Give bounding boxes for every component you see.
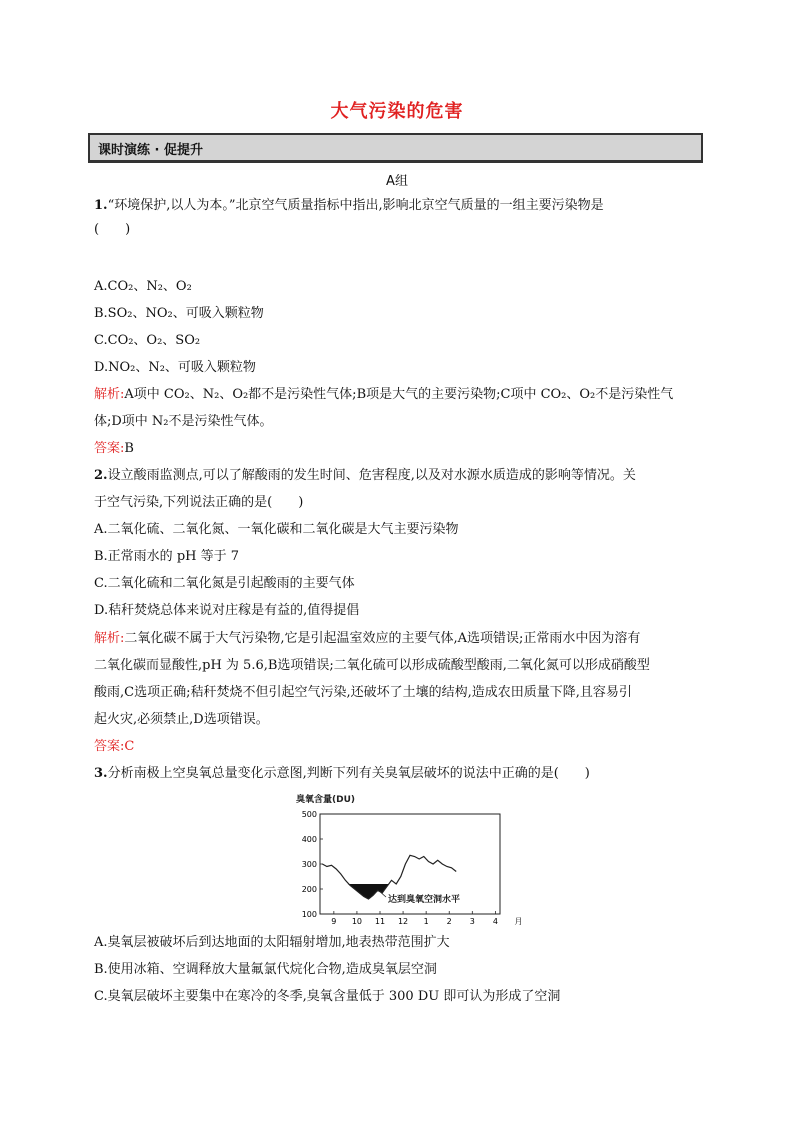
ozone-series-line: [322, 855, 456, 899]
y-tick-label: 300: [301, 860, 317, 869]
x-tick-label: 3: [469, 917, 475, 926]
q2-stem-2: 于空气污染,下列说法正确的是( ): [94, 495, 304, 510]
x-tick-label: 1: [423, 917, 429, 926]
group-label: A组: [386, 174, 408, 189]
q1-number: 1.: [94, 198, 108, 213]
q1-stem: [94, 197, 604, 215]
q1-answer-label: 答案:: [94, 441, 125, 456]
q1-option-b: B.SO₂、NO₂、可吸入颗粒物: [94, 306, 264, 321]
q1-stem-text: “环境保护,以人为本。”北京空气质量指标中指出,影响北京空气质量的一组主要污染物是: [107, 198, 604, 213]
q2-analysis-label: 解析:: [94, 631, 125, 646]
x-tick-label: 10: [351, 917, 363, 926]
q2-option-d: D.秸秆焚烧总体来说对庄稼是有益的,值得提倡: [94, 603, 360, 618]
q2-answer: [94, 738, 134, 756]
q1-analysis-text-1: A项中 CO₂、N₂、O₂都不是污染性气体;B项是大气的主要污染物;C项中 CO₂、O₂不是污染性气: [124, 387, 674, 402]
q1-answer-value: B: [124, 441, 134, 456]
y-tick-label: 400: [301, 835, 317, 844]
q2-answer-label: 答案:: [94, 739, 125, 754]
y-tick-label: 500: [301, 810, 317, 819]
y-tick-label: 200: [301, 885, 317, 894]
chart-xticks: [331, 911, 522, 926]
q2-option-a: A.二氧化硫、二氧化氮、一氧化碳和二氧化碳是大气主要污染物: [94, 522, 459, 537]
q1-option-c: C.CO₂、O₂、SO₂: [94, 333, 201, 348]
q3-number: 3.: [94, 766, 108, 781]
section-header: [88, 133, 703, 163]
q1-analysis-text-2: 体;D项中 N₂不是污染性气体。: [94, 414, 273, 429]
ozone-chart: [290, 792, 523, 927]
section-title: 课时演练 · 促提升: [98, 143, 203, 158]
chart-annotation: 达到臭氧空洞水平: [388, 895, 461, 905]
q2-option-c: C.二氧化硫和二氧化氮是引起酸雨的主要气体: [94, 576, 355, 591]
q2-analysis-text-4: 起火灾,必须禁止,D选项错误。: [94, 712, 269, 727]
q1-analysis: [94, 386, 673, 404]
q2-analysis-text-1: 二氧化碳不属于大气污染物,它是引起温室效应的主要气体,A选项错误;正常雨水中因为溶有: [124, 631, 641, 646]
q3-option-a: A.臭氧层被破坏后到达地面的太阳辐射增加,地表热带范围扩大: [94, 935, 450, 950]
q3-option-b: B.使用冰箱、空调释放大量氟氯代烷化合物,造成臭氧层空洞: [94, 962, 437, 977]
q1-paren: ( ): [94, 222, 131, 237]
q3-option-c: C.臭氧层破坏主要集中在寒冷的冬季,臭氧含量低于 300 DU 即可认为形成了空洞: [94, 989, 561, 1004]
q1-analysis-label: 解析:: [94, 387, 125, 402]
q2-analysis: [94, 630, 640, 648]
chart-ylabel: 臭氧含量(DU): [296, 795, 356, 805]
q1-answer: [94, 440, 134, 458]
x-tick-label: 11: [374, 917, 386, 926]
q2-option-b: B.正常雨水的 pH 等于 7: [94, 549, 240, 564]
x-tick-label: 9: [331, 917, 337, 926]
q2-analysis-text-2: 二氧化碳而显酸性,pH 为 5.6,B选项错误;二氧化硫可以形成硫酸型酸雨,二氧化氮可以形成硝酸型: [94, 658, 650, 673]
q2-analysis-text-3: 酸雨,C选项正确;秸秆焚烧不但引起空气污染,还破坏了土壤的结构,造成农田质量下降,且容易引: [94, 685, 632, 700]
x-tick-label: 4: [492, 917, 498, 926]
q2-number: 2.: [94, 468, 108, 483]
q3-stem-text: 分析南极上空臭氧总量变化示意图,判断下列有关臭氧层破坏的说法中正确的是( ): [107, 766, 590, 781]
q2-answer-value: C: [124, 739, 135, 754]
x-tick-label: 2: [446, 917, 452, 926]
q2-stem-text-1: 设立酸雨监测点,可以了解酸雨的发生时间、危害程度,以及对水源水质造成的影响等情况。关: [107, 468, 636, 483]
y-tick-label: 100: [301, 910, 317, 919]
x-tick-label: 月: [514, 917, 523, 926]
page-title: 大气污染的危害: [330, 101, 464, 122]
q1-option-a: A.CO₂、N₂、O₂: [94, 279, 192, 294]
q3-stem: [94, 765, 590, 783]
q2-stem-1: [94, 467, 636, 485]
x-tick-label: 12: [397, 917, 409, 926]
q1-option-d: D.NO₂、N₂、可吸入颗粒物: [94, 360, 256, 375]
